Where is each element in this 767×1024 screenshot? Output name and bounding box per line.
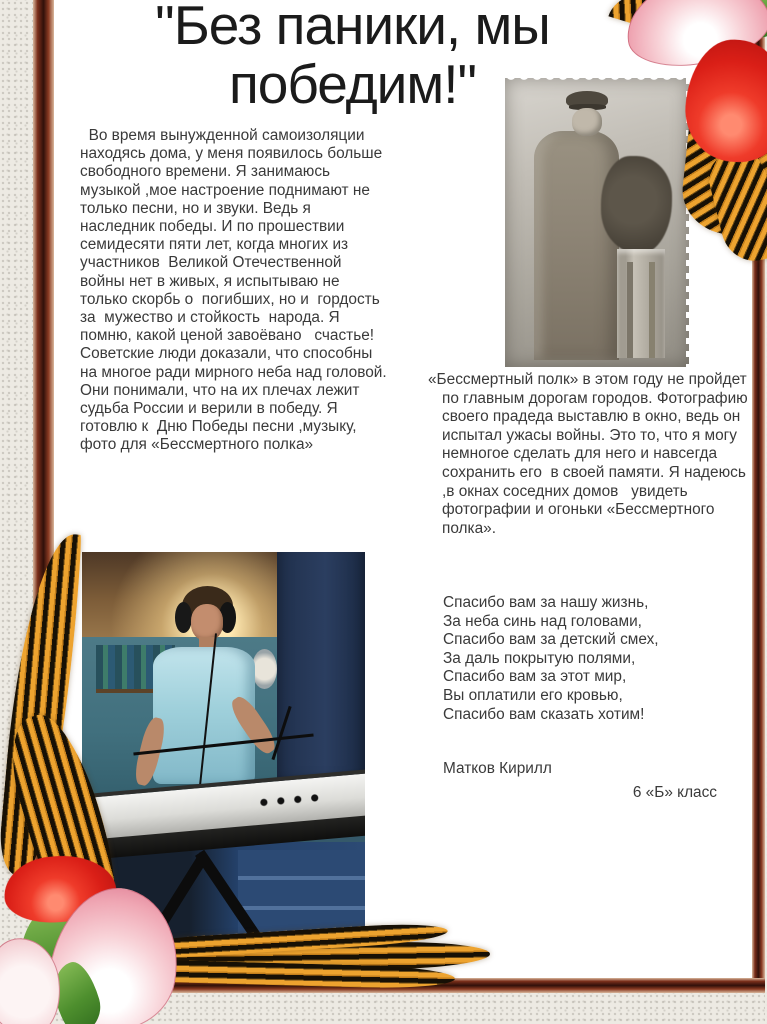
flower-bouquet <box>601 156 673 254</box>
right-paragraph: «Бессмертный полк» в этом году не пройдет по главным дорогам городов. Фотографию своего прадеда выставлю в окно, ведь он испытал ужасы войны. Это то, что я могу немногое сделать для него и навсегда сохранить его в своей памяти. Я надеюсь ,в окнах соседних домов увидеть фотографии и огоньки «Бессмертного полка». <box>428 371 752 537</box>
author-class: 6 «Б» класс <box>632 784 717 801</box>
poem-line: Спасибо вам за этот мир, <box>443 668 627 686</box>
poem-line: Вы оплатили его кровью, <box>443 686 623 704</box>
left-paragraph: Во время вынужденной самоизоляции находясь дома, у меня появилось больше свободного времени. Я занимаюсь музыкой ,мое настроение поднимают не только песни, но и звуки. Ведь я наследник победы. И по прошествии семидесяти пяти лет, когда многих из участников Великой Отечественной войны нет в живых, я испытываю не только скорбь о погибших, но и гордость за мужество и стойкость народа. Я помню, какой ценой завоёвано счастье! Советские люди доказали, что способны на многое ради мирного неба над головой. Они понимали, что на их плечах лежит судьба России и верили в победу. Я готовлю к Дню Победы песни ,музыку, фото для «Бессмертного полка» <box>80 127 391 454</box>
cabinet-right <box>277 552 365 794</box>
poem-line: Спасибо вам сказать хотим! <box>443 705 645 723</box>
poem-line: Спасибо вам за детский смех, <box>443 631 659 649</box>
poem-line: За даль покрытую полями, <box>443 649 636 667</box>
photo-torn-edge-top <box>505 75 689 83</box>
page-title-line1: "Без паники, мы <box>155 0 550 56</box>
soldier-coat <box>534 131 619 359</box>
wall-clock <box>252 649 277 689</box>
page-title-line2: победим!" <box>228 53 477 115</box>
photo-table <box>617 249 665 359</box>
boy-face <box>191 604 224 640</box>
headphone-left <box>175 602 192 632</box>
author-name: Матков Кирилл <box>443 760 552 777</box>
soldier-photo <box>505 78 689 367</box>
soldier-face <box>572 108 601 135</box>
poem <box>443 594 743 724</box>
poem-line: За неба синь над головами, <box>443 612 642 630</box>
poem-line: Спасибо вам за нашу жизнь, <box>443 594 649 611</box>
